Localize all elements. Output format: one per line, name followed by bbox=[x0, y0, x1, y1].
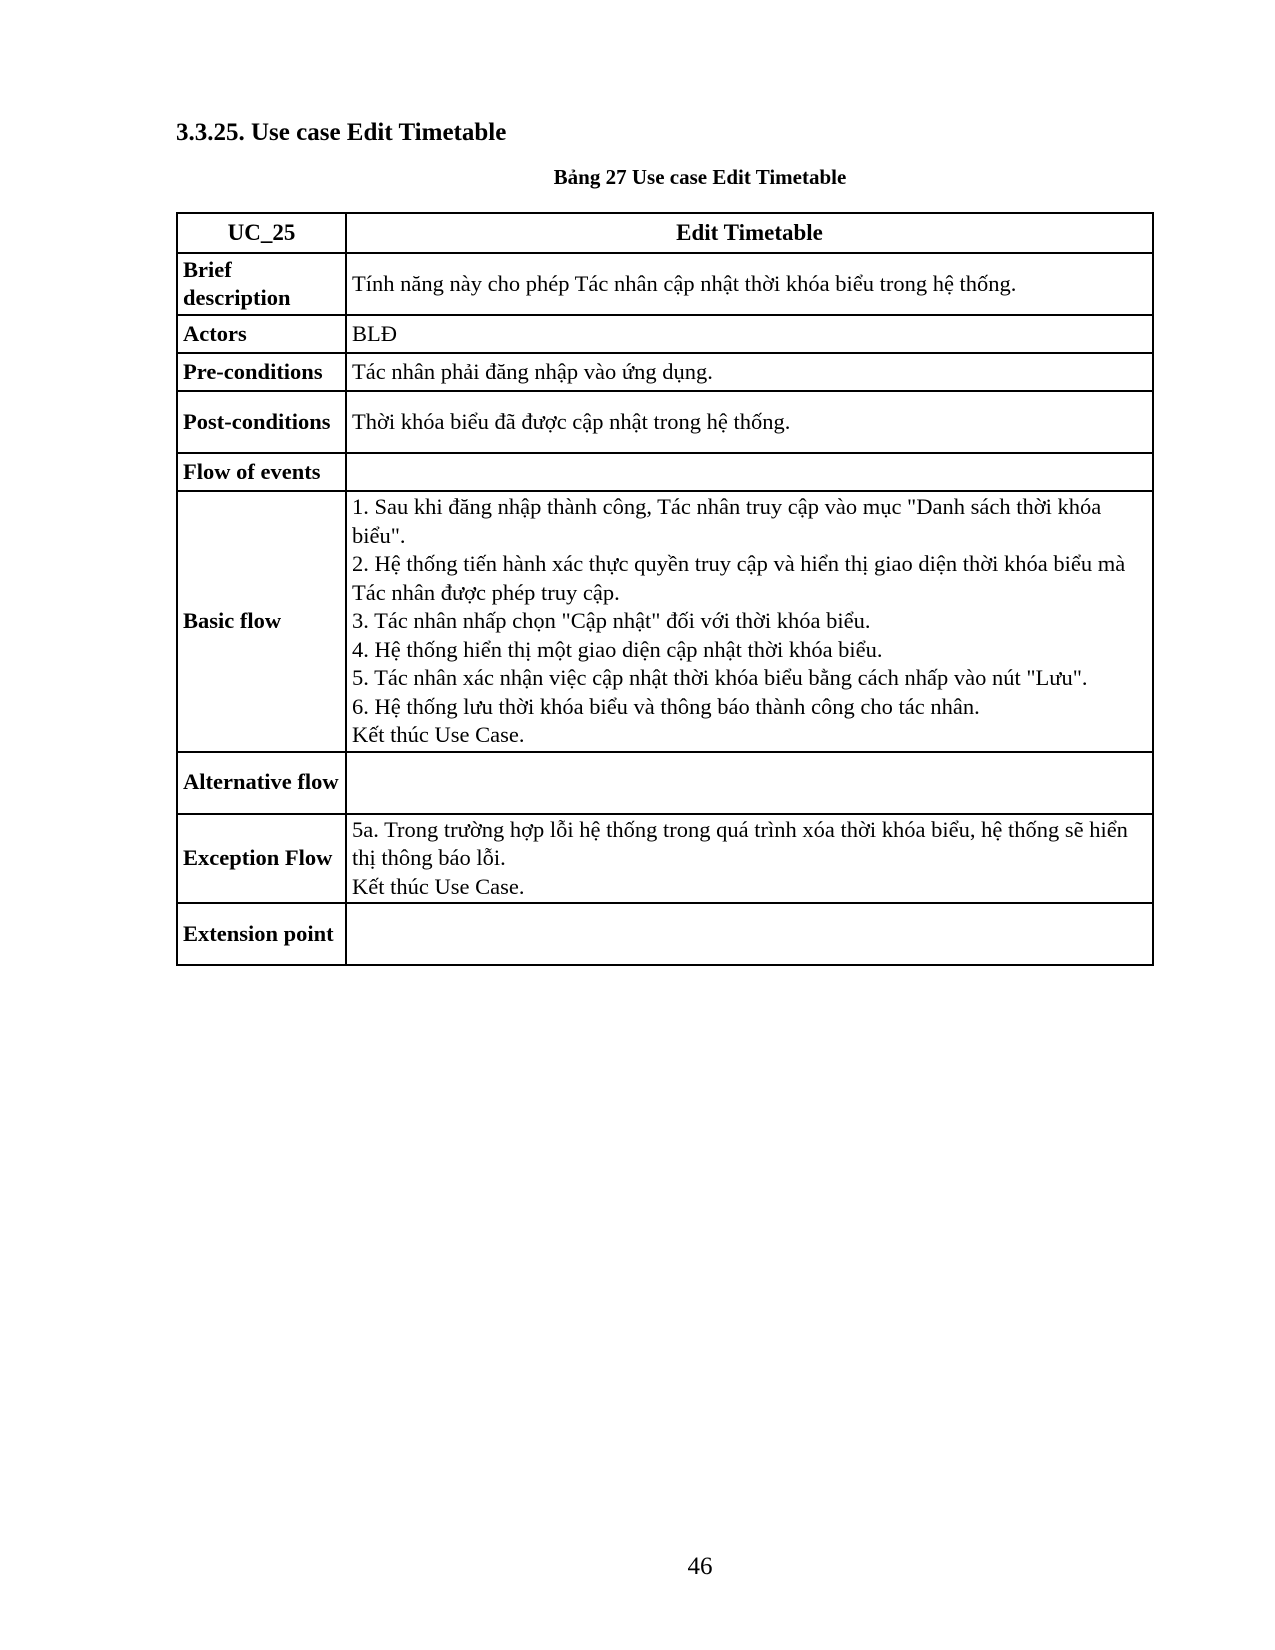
row-post-conditions bbox=[177, 391, 1153, 453]
basic-flow-step: 4. Hệ thống hiển thị một giao diện cập nhật thời khóa biểu. bbox=[352, 636, 883, 662]
row-value-actors: BLĐ bbox=[346, 315, 1153, 353]
table-header-row bbox=[177, 213, 1153, 253]
row-exception-flow bbox=[177, 814, 1153, 904]
row-flow-of-events bbox=[177, 453, 1153, 491]
row-value-flow-of-events bbox=[346, 453, 1153, 491]
row-extension-point bbox=[177, 903, 1153, 965]
row-actors bbox=[177, 315, 1153, 353]
row-label-actors: Actors bbox=[177, 315, 346, 353]
row-label-flow-of-events: Flow of events bbox=[177, 453, 346, 491]
section-heading: 3.3.25. Use case Edit Timetable bbox=[176, 119, 507, 146]
page-number: 46 bbox=[687, 1553, 713, 1580]
row-label-brief-description: Brief description bbox=[177, 253, 346, 315]
basic-flow-step: 5. Tác nhân xác nhận việc cập nhật thời khóa biểu bằng cách nhấp vào nút "Lưu". bbox=[352, 665, 1088, 690]
row-label-exception-flow: Exception Flow bbox=[177, 814, 346, 904]
row-value-alternative-flow bbox=[346, 752, 1153, 814]
table-caption: Bảng 27 Use case Edit Timetable bbox=[553, 165, 847, 189]
use-case-id: UC_25 bbox=[177, 213, 346, 253]
basic-flow-step: 1. Sau khi đăng nhập thành công, Tác nhân truy cập vào mục "Danh sách thời khóa biểu". bbox=[352, 494, 1102, 548]
row-label-basic-flow: Basic flow bbox=[177, 491, 346, 752]
exception-flow-steps bbox=[352, 816, 1147, 902]
row-value-pre-conditions: Tác nhân phải đăng nhập vào ứng dụng. bbox=[346, 353, 1153, 391]
basic-flow-step: 6. Hệ thống lưu thời khóa biểu và thông báo thành công cho tác nhân. bbox=[352, 693, 980, 719]
row-basic-flow bbox=[177, 491, 1153, 752]
row-label-extension-point: Extension point bbox=[177, 903, 346, 965]
use-case-name: Edit Timetable bbox=[346, 213, 1153, 253]
row-label-pre-conditions: Pre-conditions bbox=[177, 353, 346, 391]
basic-flow-step: 3. Tác nhân nhấp chọn "Cập nhật" đối với thời khóa biểu. bbox=[352, 608, 871, 633]
row-label-alternative-flow: Alternative flow bbox=[177, 752, 346, 814]
basic-flow-steps bbox=[352, 493, 1147, 750]
basic-flow-step: Kết thúc Use Case. bbox=[352, 722, 525, 747]
row-value-basic-flow bbox=[346, 491, 1153, 752]
row-brief-description bbox=[177, 253, 1153, 315]
basic-flow-step: 2. Hệ thống tiến hành xác thực quyền truy cập và hiển thị giao diện thời khóa biểu mà Tác nhân được phép truy cập. bbox=[352, 551, 1126, 605]
row-value-brief-description: Tính năng này cho phép Tác nhân cập nhật thời khóa biểu trong hệ thống. bbox=[346, 253, 1153, 315]
exception-flow-step: Kết thúc Use Case. bbox=[352, 873, 525, 899]
use-case-table bbox=[176, 212, 1154, 966]
row-alternative-flow bbox=[177, 752, 1153, 814]
exception-flow-step: 5a. Trong trường hợp lỗi hệ thống trong quá trình xóa thời khóa biểu, hệ thống sẽ hiển thị thông báo lỗi. bbox=[352, 816, 1128, 870]
row-value-post-conditions: Thời khóa biểu đã được cập nhật trong hệ thống. bbox=[346, 391, 1153, 453]
row-label-post-conditions: Post-conditions bbox=[177, 391, 346, 453]
row-value-exception-flow bbox=[346, 814, 1153, 904]
row-pre-conditions bbox=[177, 353, 1153, 391]
row-value-extension-point bbox=[346, 903, 1153, 965]
